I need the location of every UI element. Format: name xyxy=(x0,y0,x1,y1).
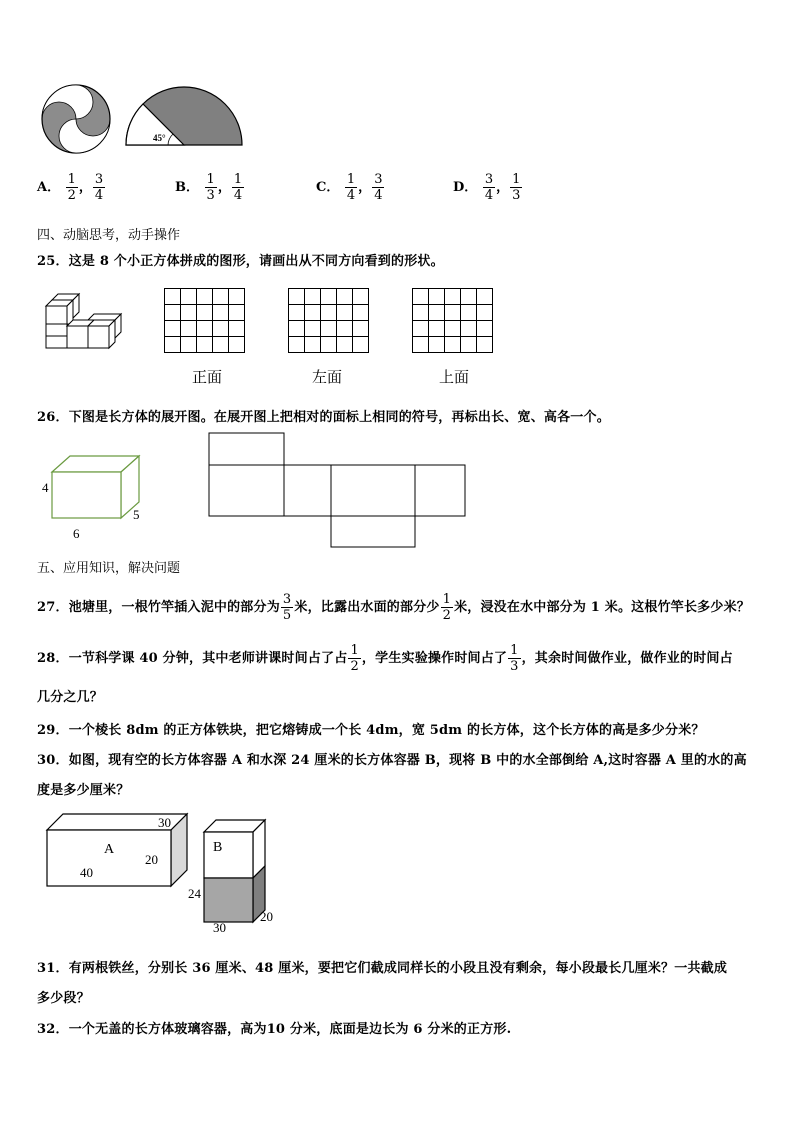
container-b-figure xyxy=(202,818,268,924)
fraction: $\frac{1}{2}$ xyxy=(67,172,76,203)
option-letter: A． xyxy=(37,180,61,195)
fraction: $\frac{1}{3}$ xyxy=(512,172,521,203)
option-letter: C． xyxy=(316,180,340,195)
question-25: 25．这是 8 个小正方体拼成的图形，请画出从不同方向看到的形状。 xyxy=(37,254,444,269)
semicircle-sector-figure xyxy=(120,84,245,148)
left-view-label: 左面 xyxy=(312,368,343,386)
fraction: $\frac{1}{3}$ xyxy=(206,172,215,203)
fraction: $\frac{3}{4}$ xyxy=(374,172,383,203)
fraction: $\frac{1}{2}$ xyxy=(442,592,452,623)
fraction: $\frac{1}{4}$ xyxy=(346,172,356,203)
option-b[interactable]: B． $\frac{1}{3}$ ， $\frac{1}{4}$ xyxy=(175,172,243,203)
question-26: 26．下图是长方体的展开图。在展开图上把相对的面标上相同的符号，再标出长、宽、高各一个。 xyxy=(37,410,610,425)
front-view-grid[interactable] xyxy=(164,288,245,353)
question-32: 32．一个无盖的长方体玻璃容器，高为10 分米，底面是边长为 6 分米的正方形. xyxy=(37,1022,512,1037)
question-30-line2: 度是多少厘米？ xyxy=(37,783,130,798)
cube-stack-figure xyxy=(44,292,124,352)
cuboid-length-label: 6 xyxy=(73,526,80,541)
front-view-label: 正面 xyxy=(192,368,223,386)
fraction: $\frac{3}{4}$ xyxy=(484,172,494,203)
cuboid-width-label: 5 xyxy=(133,507,140,522)
container-b-side-label: 20 xyxy=(260,909,273,924)
question-31-line1: 31．有两根铁丝，分别长 36 厘米、48 厘米，要把它们截成同样长的小段且没有剩余，每小段最长几厘米？一共截成 xyxy=(37,961,728,976)
top-view-label: 上面 xyxy=(439,368,470,386)
fraction: $\frac{1}{3}$ xyxy=(510,643,519,674)
container-b-label: B xyxy=(213,840,223,855)
question-29: 29．一个棱长 8dm 的正方体铁块，把它熔铸成一个长 4dm，宽 5dm 的长方体，这个长方体的高是多少分米？ xyxy=(37,723,705,738)
question-28-continued: 几分之几？ xyxy=(37,690,104,705)
fraction: $\frac{1}{4}$ xyxy=(233,172,243,203)
container-b-bottom-label: 30 xyxy=(213,920,226,935)
option-letter: B． xyxy=(175,180,199,195)
section-heading-4: 四、动脑思考，动手操作 xyxy=(37,228,181,243)
question-28: 28．一节科学课 40 分钟，其中老师讲课时间占了占 $\frac{1}{2}$ ，学生实验操作时间占了 $\frac{1}{3}$ ，其余时间做作业，做作业的时间占 xyxy=(37,643,733,674)
container-b-water-label: 24 xyxy=(188,886,201,901)
question-27: 27．池塘里，一根竹竿插入泥中的部分为 $\frac{3}{5}$ 米，比露出水面的部分少 $\frac{1}{2}$ 米，浸没在水中部分为 1 米。这根竹竿长多少米？ xyxy=(37,592,750,623)
section-heading-5: 五、应用知识，解决问题 xyxy=(37,561,181,576)
option-d[interactable]: D． $\frac{3}{4}$ ， $\frac{1}{3}$ xyxy=(453,172,521,203)
option-letter: D． xyxy=(453,180,478,195)
option-c[interactable]: C． $\frac{1}{4}$ ， $\frac{3}{4}$ xyxy=(316,172,383,203)
cuboid-net-figure[interactable] xyxy=(208,432,468,550)
container-a-label: A xyxy=(104,842,115,857)
question-31-line2: 多少段？ xyxy=(37,991,90,1006)
question-30-line1: 30．如图，现有空的长方体容器 A 和水深 24 厘米的长方体容器 B，现将 B 中的水全部倒给 A,这时容器 A 里的水的高 xyxy=(37,753,747,768)
swirl-circle-figure xyxy=(38,84,116,154)
top-view-grid[interactable] xyxy=(412,288,493,353)
container-a-side-label: 20 xyxy=(145,852,158,867)
fraction: $\frac{1}{2}$ xyxy=(350,643,359,674)
fraction: $\frac{3}{5}$ xyxy=(282,592,292,623)
sector-angle-label: 45° xyxy=(153,133,166,143)
cuboid-height-label: 4 xyxy=(42,480,49,495)
left-view-grid[interactable] xyxy=(288,288,369,353)
option-a[interactable]: A． $\frac{1}{2}$ ， $\frac{3}{4}$ xyxy=(37,172,104,203)
cuboid-figure xyxy=(50,454,142,522)
container-a-front-label: 40 xyxy=(80,865,93,880)
container-a-top-label: 30 xyxy=(158,815,171,830)
fraction: $\frac{3}{4}$ xyxy=(94,172,104,203)
